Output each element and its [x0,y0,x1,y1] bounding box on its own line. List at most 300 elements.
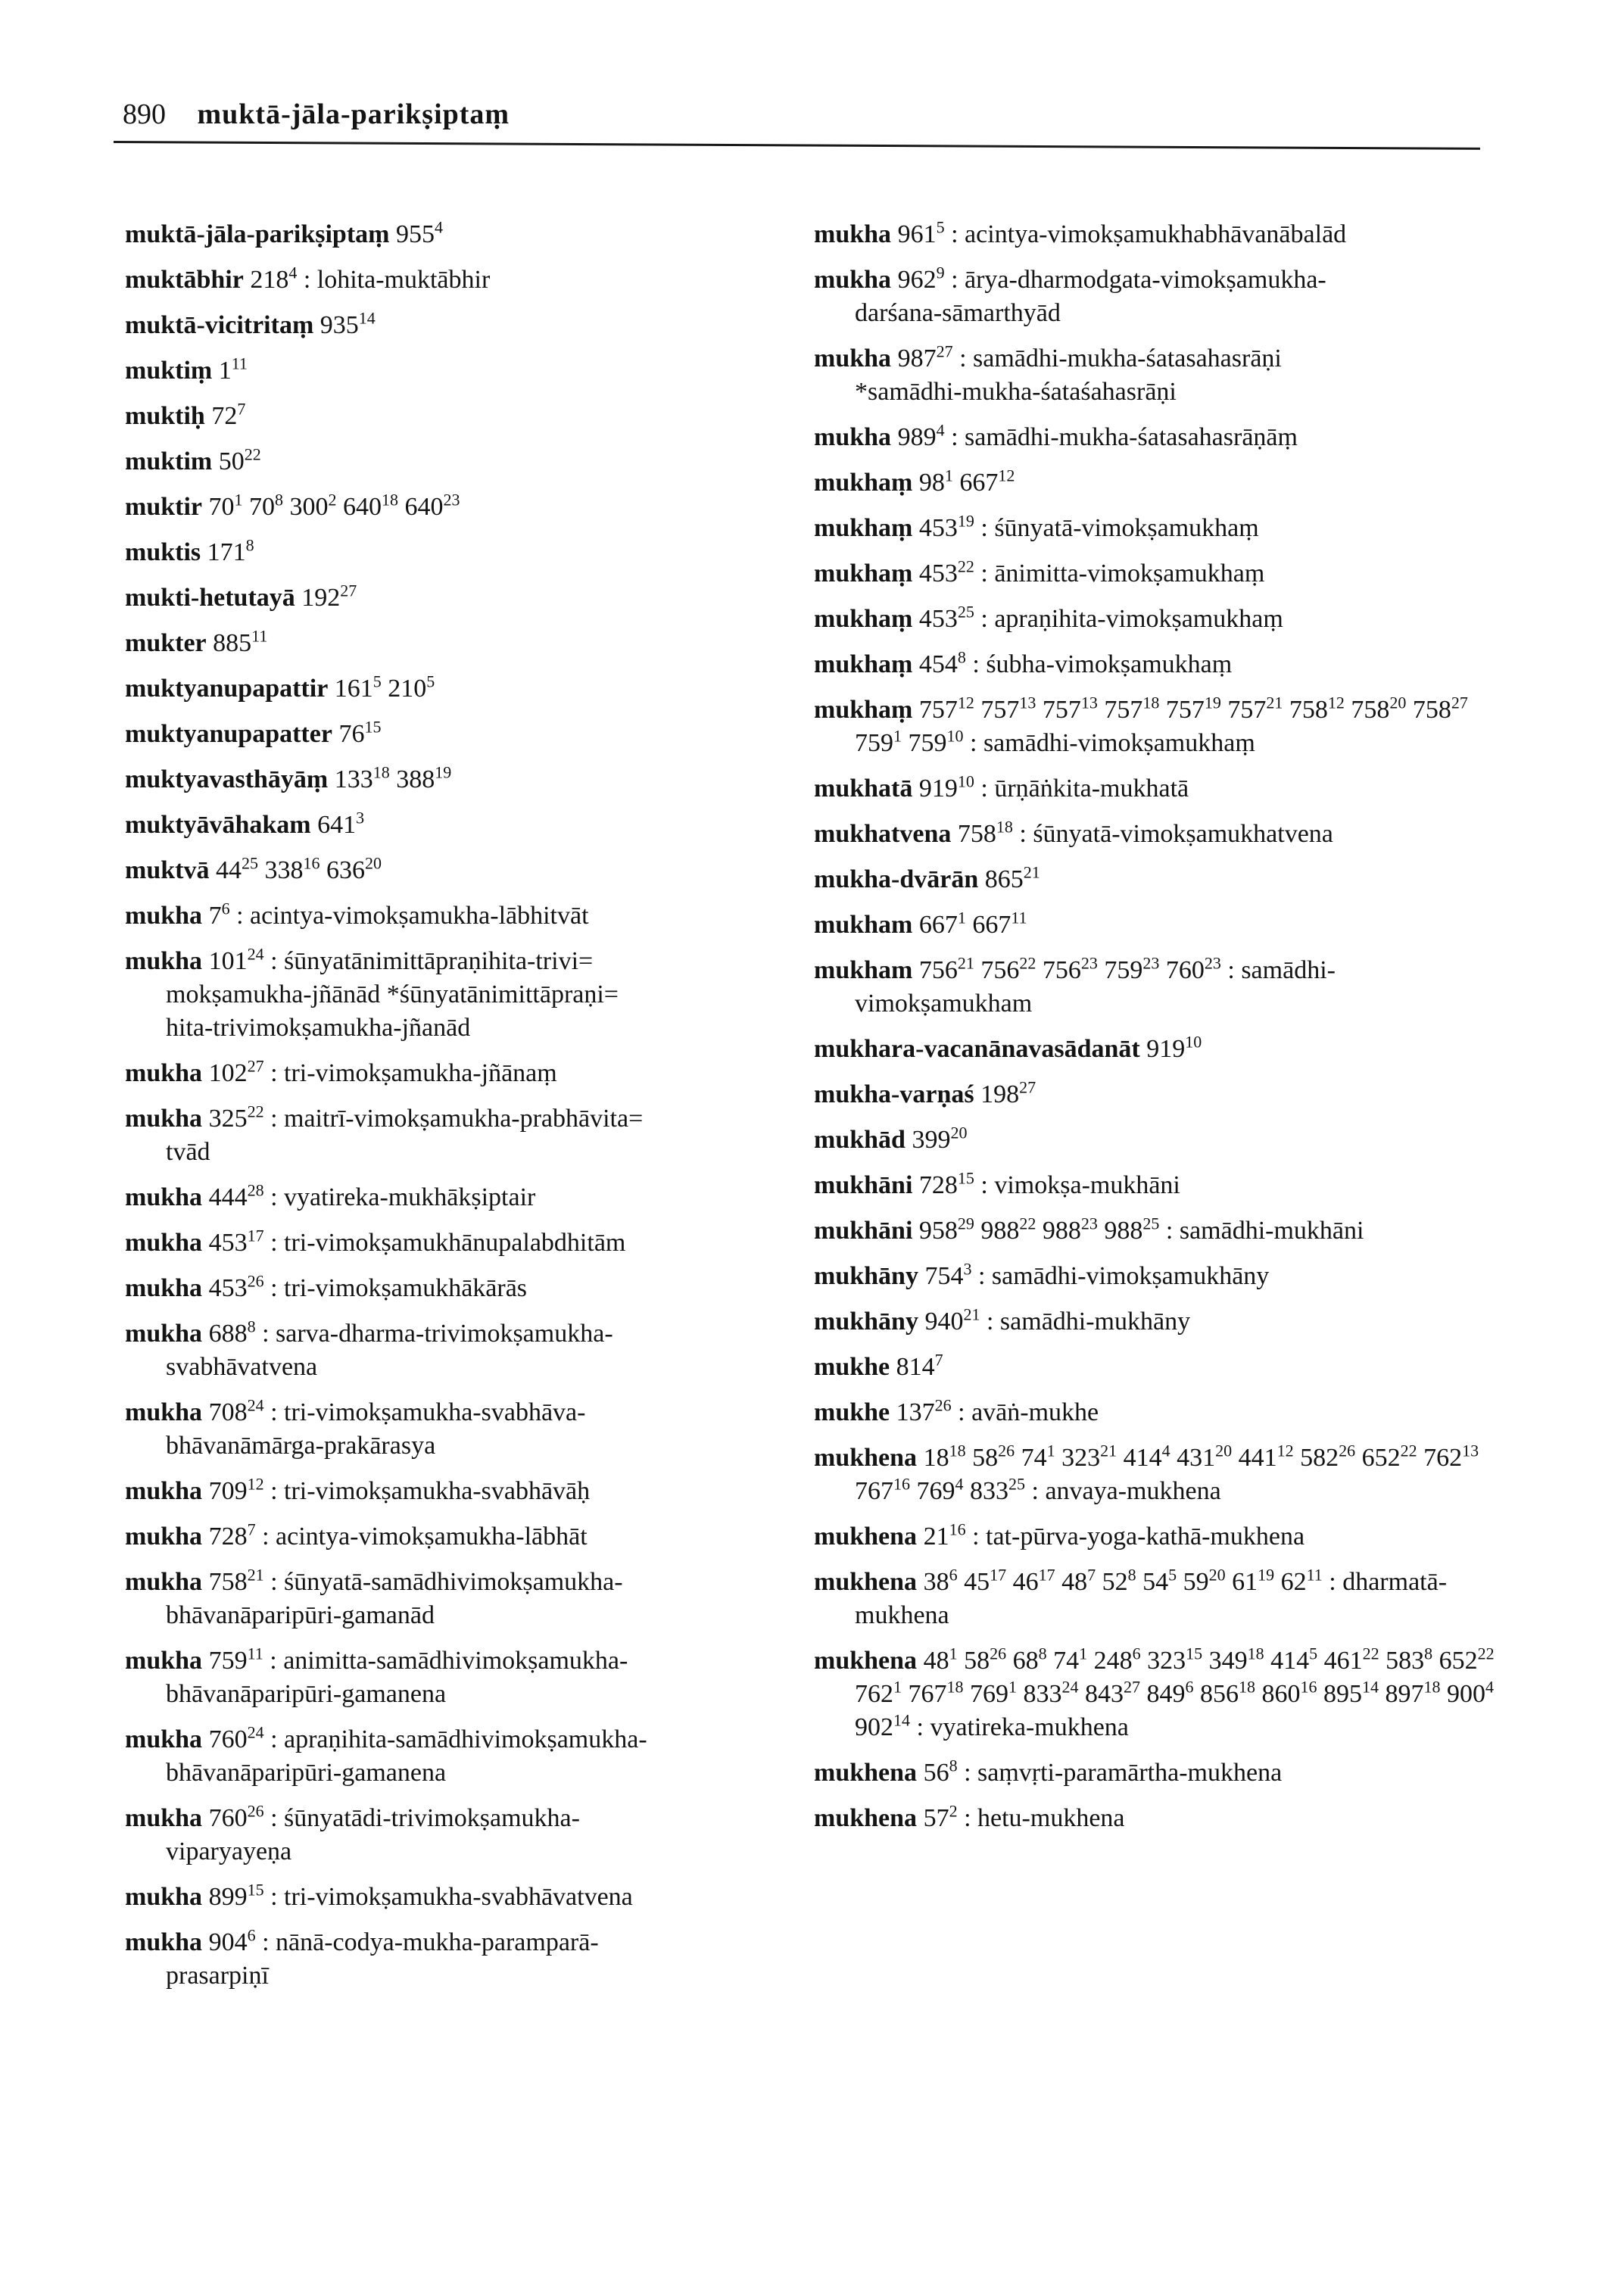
page-reference: $48^1$ [923,1644,958,1675]
entry-headword: mukha [125,1725,203,1753]
page-reference: $708^{24}$ [208,1395,264,1426]
entry-compound: vyatireka-mukhākṣiptair [284,1183,536,1211]
page-reference: $709^{12}$ [208,1474,264,1505]
page-reference: $72^7$ [211,399,246,430]
entry-headword: muktiṃ [125,357,213,385]
line-number: 23 [1142,953,1160,973]
entry-references [213,626,268,657]
line-number: 11 [247,1644,263,1663]
entry-headword: mukhara-vacanānavasādanāt [814,1035,1140,1063]
line-number: 15 [1186,1644,1203,1663]
page-reference: $758^{21}$ [208,1565,264,1596]
index-entry [125,1226,799,1260]
entry-references [317,808,365,839]
entry-headword: mukha [125,1274,203,1302]
index-entry [125,1102,799,1169]
entry-compound: animitta-samādhivimokṣamukha- bhāvanāparipūri-gamanena [166,1647,628,1708]
entry-references [208,490,460,521]
line-number: 3 [963,1259,972,1279]
line-number: 19 [1258,1565,1275,1585]
index-entry [814,1442,1495,1508]
line-number: 19 [957,511,974,531]
entry-separator: : [980,605,995,633]
entry-headword: mukha [125,902,203,930]
page-reference: $988^{25}$ [1104,1214,1160,1245]
page-reference: $833^{24}$ [1023,1677,1079,1708]
entry-references [923,1519,966,1551]
entry-separator: : [980,559,995,588]
right-column [814,218,1495,1847]
line-number: 18 [382,490,398,510]
line-number: 29 [957,1214,974,1233]
line-number: 22 [244,444,261,464]
page-reference: $728^{15}$ [918,1168,974,1199]
line-number: 18 [1423,1677,1441,1697]
line-number: 13 [1019,693,1036,712]
line-number: 14 [1362,1677,1379,1697]
line-number: 26 [934,1395,952,1415]
entry-references [924,1259,972,1290]
entry-headword: mukha [125,1320,203,1348]
line-number: 23 [1080,953,1098,973]
index-entry [814,421,1495,454]
page-reference: $441^{12}$ [1238,1441,1294,1472]
entry-separator: : [270,1725,285,1753]
entry-headword: mukha [125,1928,203,1956]
page-reference: $652^{22}$ [1439,1644,1495,1675]
line-number: 2 [328,490,337,510]
index-entry [125,718,799,751]
entry-separator: : [1165,1217,1180,1245]
entry-compound: śūnyatādi-trivimokṣamukha- viparyayeṇa [166,1804,580,1865]
entry-references [208,1056,264,1087]
line-number: 7 [934,1350,943,1370]
page-reference: $349^{18}$ [1208,1644,1264,1675]
entry-separator: : [916,1713,930,1741]
entry-headword: mukha [125,1105,203,1133]
page-reference: $641^3$ [317,808,365,839]
page-reference: $919^{10}$ [1146,1032,1202,1063]
entry-headword: mukhena [814,1804,918,1832]
index-entry [125,309,799,342]
entry-references [208,1722,264,1753]
entry-headword: muktir [125,493,202,521]
entry-separator: : [951,266,965,294]
line-number: 23 [1080,1214,1098,1233]
entry-compound: śūnyatā-vimokṣamukhaṃ [994,514,1259,542]
entry-separator: : [270,1105,285,1133]
line-number: 12 [998,466,1015,485]
line-number: 1 [893,726,902,746]
line-number: 21 [957,953,974,973]
entry-references [208,1801,264,1832]
page-reference: $760^{24}$ [208,1722,264,1753]
page-reference: $50^{22}$ [218,444,261,475]
entry-references [208,1226,264,1257]
line-number: 16 [1300,1677,1317,1697]
line-number: 16 [893,1474,910,1494]
page-reference: $133^{18}$ [334,762,390,793]
index-entry [814,1169,1495,1202]
page-reference: $640^{18}$ [343,490,398,521]
page-reference: $759^{11}$ [208,1644,263,1675]
page-reference: $904^6$ [208,1925,256,1956]
entry-references [980,1077,1036,1108]
line-number: 8 [275,490,283,510]
index-entry [814,648,1495,681]
page-reference: $454^8$ [918,647,966,678]
index-entry [125,1317,799,1384]
entry-separator: : [964,1759,978,1787]
entry-compound: tri-vimokṣamukha-svabhāvatvena [284,1883,633,1911]
page-reference: $300^2$ [289,490,337,521]
line-number: 19 [435,762,452,782]
page-reference: $860^{16}$ [1261,1677,1317,1708]
page-reference: $814^7$ [896,1350,943,1381]
entry-references [923,1565,1323,1596]
entry-references [218,444,261,475]
entry-separator: : [959,344,974,372]
page-number: 890 [123,98,166,130]
line-number: 8 [957,647,966,667]
line-number: 21 [247,1565,264,1585]
entry-headword: muktā-vicitritaṃ [125,311,314,339]
line-number: 28 [247,1180,264,1200]
line-number: 21 [963,1304,980,1324]
line-number: 6 [247,1925,256,1945]
line-number: 3 [356,808,365,828]
line-number: 18 [949,1441,966,1460]
line-number: 26 [990,1644,1007,1663]
entry-compound: samādhi-vimokṣamukhaṃ [983,729,1255,757]
entry-compound: samādhi-mukhāni [1179,1217,1364,1245]
page-reference: $61^{19}$ [1232,1565,1275,1596]
line-number: 25 [241,853,258,873]
line-number: 20 [1389,693,1407,712]
page-reference: $758^{27}$ [1412,693,1468,724]
page-reference: $843^{27}$ [1085,1677,1140,1708]
page-reference: $769^1$ [970,1677,1017,1708]
page-reference: $325^{22}$ [208,1102,264,1133]
entry-references [208,1395,264,1426]
entry-headword: mukha [125,947,203,975]
page-reference: $940^{21}$ [924,1304,980,1336]
entry-headword: muktyavasthāyāṃ [125,765,329,793]
entry-compound: vyatireka-mukhena [930,1713,1129,1741]
index-entry [125,1181,799,1214]
entry-references [924,1304,980,1336]
page-reference: $1^{11}$ [218,354,248,385]
entry-headword: mukha-varṇaś [814,1080,974,1108]
page-reference: $388^{19}$ [396,762,452,793]
entry-separator: : [972,1523,987,1551]
line-number: 6 [221,899,230,918]
page-reference: $171^8$ [207,535,254,566]
entry-references [897,420,945,451]
entry-compound: acintya-vimokṣamukha-lābhāt [276,1523,588,1551]
page-reference: $758^{18}$ [957,817,1013,848]
line-number: 24 [247,944,264,964]
line-number: 22 [1019,1214,1036,1233]
entry-references [208,899,230,930]
page-reference: $323^{21}$ [1061,1441,1117,1472]
page-reference: $431^{20}$ [1177,1441,1233,1472]
entry-separator: : [1329,1568,1343,1596]
page-reference: $48^7$ [1061,1565,1096,1596]
page-reference: $688^8$ [208,1317,256,1348]
entry-references [897,217,945,248]
entry-separator: : [972,650,987,678]
entry-headword: mukhe [814,1398,890,1426]
entry-headword: mukhaṃ [814,696,913,724]
page-reference: $757^{21}$ [1227,693,1283,724]
entry-compound: vimokṣa-mukhāni [994,1171,1180,1199]
entry-headword: muktiḥ [125,402,205,430]
index-entry [814,693,1495,760]
index-entry [814,466,1495,500]
entry-references [1146,1032,1202,1063]
entry-compound: dharmatā-mukhena [855,1568,1448,1629]
entry-headword: mukha [125,1183,203,1211]
index-entry [125,1520,799,1554]
line-number: 17 [1038,1565,1055,1585]
page-reference: $76^{15}$ [338,717,382,748]
entry-compound: maitrī-vimokṣamukha-prabhāvita= tvād [166,1105,644,1166]
page-reference: $453^{19}$ [918,511,974,542]
line-number: 7 [237,399,246,419]
page-reference: $667^1$ [918,908,966,939]
line-number: 1 [893,1677,902,1697]
entry-references [250,263,298,294]
page-reference: $988^{23}$ [1042,1214,1098,1245]
entry-references [207,535,254,566]
page-reference: $885^{11}$ [213,626,268,657]
index-entry [125,854,799,887]
entry-separator: : [986,1308,1000,1336]
entry-headword: muktyāvāhakam [125,811,311,839]
page-reference: $46^{17}$ [1012,1565,1055,1596]
line-number: 1 [944,466,953,485]
index-entry [125,218,799,251]
page-reference: $756^{23}$ [1042,953,1098,984]
entry-headword: muktyanupapatter [125,720,332,748]
entry-compound: śūnyatā-samādhivimokṣamukha- bhāvanāparipūri-gamanād [166,1568,623,1629]
entry-separator: : [270,1398,285,1426]
page-reference: $961^5$ [897,217,945,248]
index-entry [814,954,1495,1021]
line-number: 24 [247,1722,264,1742]
page-reference: $759^{10}$ [908,726,964,757]
entry-headword: mukha [814,266,892,294]
index-entry [125,899,799,933]
page-reference: $38^6$ [923,1565,958,1596]
line-number: 10 [946,726,964,746]
entry-headword: mukter [125,629,207,657]
line-number: 15 [364,717,382,737]
line-number: 27 [247,1056,264,1076]
page-reference: $935^{14}$ [320,308,376,339]
line-number: 8 [949,1756,958,1775]
index-entry [814,1260,1495,1293]
entry-references [918,556,974,588]
line-number: 1 [949,1644,958,1663]
page-reference: $45^{17}$ [964,1565,1007,1596]
line-number: 4 [434,217,443,237]
line-number: 4 [288,263,298,282]
entry-headword: mukhe [814,1353,890,1381]
page-reference: $52^8$ [1102,1565,1136,1596]
line-number: 22 [1400,1441,1417,1460]
page-reference: $70^8$ [249,490,283,521]
entry-references [923,1801,958,1832]
index-entry [125,400,799,433]
entry-compound: anvaya-mukhena [1045,1477,1221,1505]
page-reference: $640^{23}$ [404,490,460,521]
page-reference: $7^6$ [208,899,230,930]
line-number: 23 [443,490,460,510]
page-reference: $98^1$ [918,466,953,497]
index-entry [814,1396,1495,1429]
entry-references [334,672,435,703]
line-number: 5 [936,217,945,237]
page-reference: $757^{18}$ [1104,693,1160,724]
line-number: 5 [1309,1644,1318,1663]
page-reference: $582^{26}$ [1300,1441,1356,1472]
page-reference: $762^1$ [855,1677,902,1708]
page-reference: $987^{27}$ [897,341,953,372]
page-reference: $338^{16}$ [264,853,320,884]
line-number: 11 [251,626,268,646]
page-reference: $652^{22}$ [1361,1441,1417,1472]
entry-headword: mukha-dvārān [814,865,979,893]
page-reference: $762^{13}$ [1423,1441,1479,1472]
line-number: 24 [1061,1677,1079,1697]
entry-references [918,1168,974,1199]
page-reference: $667^{11}$ [972,908,1027,939]
header-rule [114,141,1480,150]
line-number: 20 [950,1123,968,1142]
page-reference: $192^{27}$ [301,581,357,612]
index-entry [814,1124,1495,1157]
line-number: 9 [936,263,945,282]
line-number: 20 [1215,1441,1233,1460]
page-reference: $68^8$ [1012,1644,1047,1675]
page-reference: $453^{17}$ [208,1226,264,1257]
page-reference: $74^1$ [1021,1441,1055,1472]
page-reference: $21^{16}$ [923,1519,966,1551]
entry-compound: tri-vimokṣamukha-jñānaṃ [284,1059,557,1087]
entry-references [918,602,974,633]
index-entry [814,1802,1495,1835]
entry-headword: mukhena [814,1444,918,1472]
entry-separator: : [270,1883,285,1911]
page-reference: $57^2$ [923,1801,958,1832]
entry-headword: mukhaṃ [814,514,913,542]
line-number: 6 [1185,1677,1194,1697]
line-number: 1 [1079,1644,1088,1663]
line-number: 7 [247,1519,256,1539]
line-number: 21 [1100,1441,1117,1460]
line-number: 15 [957,1168,974,1188]
line-number: 27 [1124,1677,1140,1697]
entry-separator: : [1031,1477,1046,1505]
page-reference: $757^{19}$ [1165,693,1221,724]
index-entry [125,627,799,660]
entry-headword: mukha [125,1523,203,1551]
page-reference: $767^{18}$ [908,1677,964,1708]
index-entry [125,1272,799,1305]
line-number: 11 [1011,908,1027,927]
entry-headword: mukhaṃ [814,469,913,497]
index-entry [125,1802,799,1869]
entry-references [897,341,953,372]
index-entry [125,1644,799,1711]
index-entry [814,1305,1495,1339]
line-number: 25 [1008,1474,1025,1494]
entry-references [918,647,966,678]
entry-separator: : [270,1477,285,1505]
line-number: 1 [234,490,243,510]
entry-separator: : [270,1274,285,1302]
entry-references [208,1474,264,1505]
entry-separator: : [1019,820,1033,848]
index-entry [814,218,1495,251]
header-title: muktā-jāla-parikṣiptaṃ [197,98,510,130]
line-number: 15 [247,1880,264,1900]
line-number: 16 [303,853,320,873]
entry-compound: tri-vimokṣamukha-svabhāva- bhāvanāmārga-prakārasya [166,1398,586,1460]
index-entry [125,1475,799,1508]
entry-separator: : [236,902,251,930]
index-entry [125,809,799,842]
entry-separator: : [951,220,965,248]
line-number: 26 [247,1271,264,1291]
line-number: 27 [340,581,357,600]
entry-references [208,1180,264,1211]
page-reference: $44^{25}$ [215,853,258,884]
index-entry [814,1566,1495,1632]
entry-headword: muktyanupapattir [125,675,329,703]
line-number: 6 [949,1565,958,1585]
entry-headword: mukha [125,1398,203,1426]
line-number: 17 [247,1226,264,1245]
line-number: 22 [957,556,974,576]
page-reference: $444^{28}$ [208,1180,264,1211]
entry-headword: mukhaṃ [814,559,913,588]
page-reference: $989^4$ [897,420,945,451]
page-reference: $900^4$ [1447,1677,1494,1708]
line-number: 25 [957,602,974,622]
entry-references [208,1317,256,1348]
page-reference: $895^{14}$ [1323,1677,1379,1708]
entry-references [918,908,1027,939]
entry-separator: : [303,266,317,294]
line-number: 26 [1339,1441,1356,1460]
entry-references [208,1565,264,1596]
line-number: 16 [949,1519,966,1539]
entry-references [208,1644,263,1675]
index-entry [125,491,799,524]
entry-references [896,1350,943,1381]
entry-headword: mukha [814,344,892,372]
entry-references [208,1925,256,1956]
index-entry [814,863,1495,896]
entry-compound: śubha-vimokṣamukhaṃ [986,650,1233,678]
entry-separator: : [270,1804,285,1832]
line-number: 11 [231,354,248,373]
line-number: 4 [1485,1677,1494,1697]
line-number: 21 [1023,862,1040,882]
